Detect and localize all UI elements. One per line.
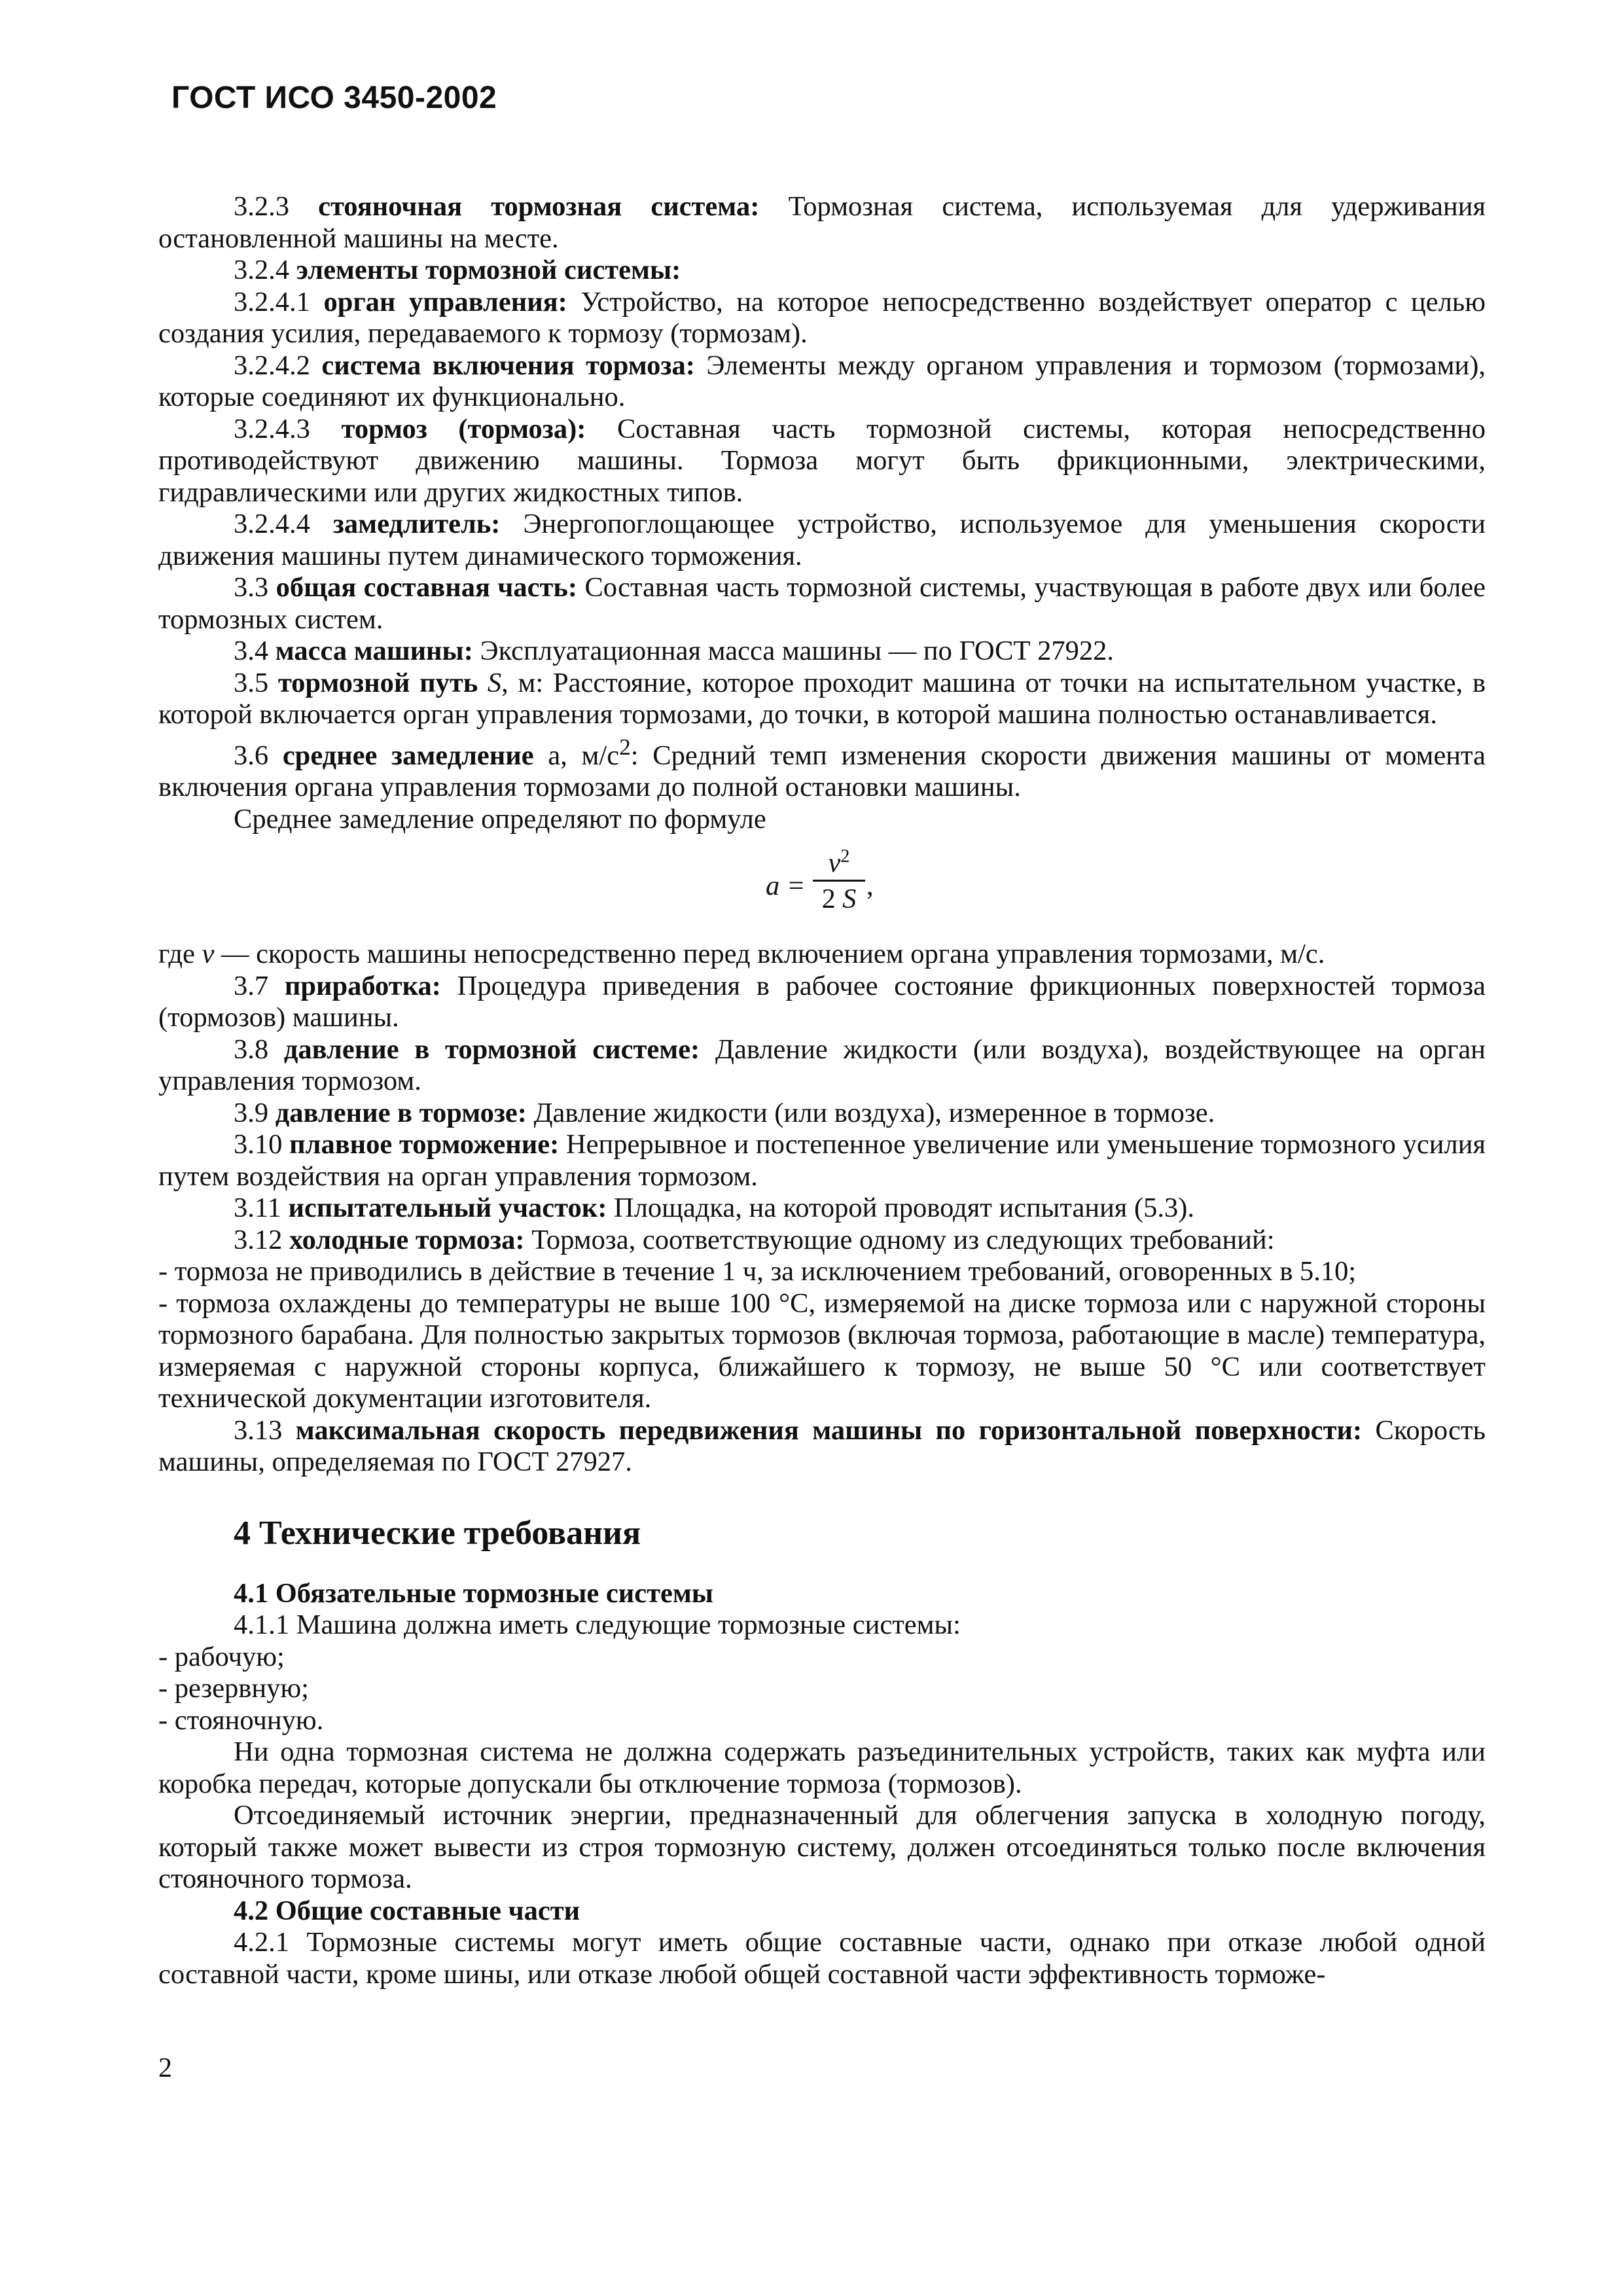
term: тормоз (тормоза): xyxy=(341,413,586,444)
where-text: — скорость машины непосредственно перед включением органа управления тормозами, м/с. xyxy=(221,939,1325,970)
list-item: - резервную; xyxy=(158,1673,309,1704)
clause-3-4 xyxy=(158,636,1486,668)
formula-intro: Среднее замедление определяют по формуле xyxy=(234,803,766,834)
colon: : xyxy=(630,740,639,771)
definition: Тормоза, соответствующие одному из следующих требований: xyxy=(531,1224,1275,1255)
clause-number: 3.8 xyxy=(234,1033,269,1065)
definition: Составная часть тормозной системы, которая непосредственно противодействуют движению машины. Тормоза могут быть фрикционными, электрическими, гидравлическими или других жидкостных типов. xyxy=(158,413,1486,508)
formula-explanation xyxy=(158,939,1486,971)
clause-3-6 xyxy=(158,731,1486,804)
clause-3-11 xyxy=(158,1193,1486,1225)
clause-number: 3.2.3 xyxy=(234,191,289,222)
formula-lhs: a = xyxy=(766,870,806,902)
term: элементы тормозной системы: xyxy=(296,255,681,285)
clause-3-2-4-2 xyxy=(158,350,1486,414)
clause-3-8 xyxy=(158,1034,1486,1098)
definition: Эксплуатационная масса машины — по ГОСТ 27922. xyxy=(480,636,1114,666)
formula-comma: , xyxy=(866,870,874,902)
term: приработка: xyxy=(284,970,441,1001)
clause-3-9 xyxy=(158,1098,1486,1130)
list-item: - стояночную. xyxy=(158,1704,324,1736)
term: холодные тормоза: xyxy=(289,1224,525,1255)
unit: а, м/с xyxy=(548,740,620,771)
term: тормозной путь xyxy=(277,667,478,698)
formula-fraction xyxy=(813,842,865,914)
clause-3-13 xyxy=(158,1415,1486,1479)
definition: Непрерывное и постепенное увеличение или уменьшение тормозного усилия путем воздействия на орган управления тормозом. xyxy=(158,1129,1486,1192)
paragraph: Отсоединяемый источник энергии, предназначенный для облегчения запуска в холодную погоду, который также может вывести из строя тормозную систему, должен отсоединяться только после включения стояночного тормоза. xyxy=(158,1800,1486,1895)
definition: Процедура приведения в рабочее состояние фрикционных поверхностей тормоза (тормозов) машины. xyxy=(158,970,1486,1033)
clause-number: 3.2.4 xyxy=(234,255,289,285)
clause-3-3 xyxy=(158,572,1486,636)
term: плавное торможение: xyxy=(289,1129,560,1160)
term: орган управления: xyxy=(323,286,567,317)
clause-3-12 xyxy=(158,1225,1486,1257)
document-body xyxy=(158,191,1486,1990)
clause-3-2-4-3 xyxy=(158,414,1486,509)
definition: Элементы между органом управления и тормозом (тормозами), которые соединяют их функционально. xyxy=(158,350,1486,412)
term: общая составная часть: xyxy=(276,572,577,603)
definition: Площадка, на которой проводят испытания (5.3). xyxy=(614,1193,1195,1224)
clause-4-2-1: 4.2.1 Тормозные системы могут иметь общие составные части, однако при отказе любой одной составной части, кроме шины, или отказе любой общей составной части эффективность торможе- xyxy=(158,1927,1486,1990)
clause-number: 3.5 xyxy=(234,667,269,698)
clause-number: 3.11 xyxy=(234,1193,281,1224)
fraction-bar xyxy=(813,880,865,882)
clause-3-2-4-1 xyxy=(158,287,1486,350)
paragraph: Ни одна тормозная система не должна содержать разъединительных устройств, таких как муфта или коробка передач, которые допускали бы отключение тормоза (тормозов). xyxy=(158,1736,1486,1799)
numerator-symbol: v xyxy=(828,848,841,879)
definition: Тормозная система, используемая для удерживания остановленной машины на месте. xyxy=(158,191,1486,254)
clause-3-2-4 xyxy=(158,255,1486,287)
clause-number: 3.10 xyxy=(234,1129,283,1160)
clause-3-2-3 xyxy=(158,191,1486,255)
document-header: ГОСТ ИСО 3450-2002 xyxy=(171,81,497,115)
formula-denominator xyxy=(813,884,865,914)
clause-number: 3.6 xyxy=(234,740,269,771)
term: система включения тормоза: xyxy=(321,350,695,381)
term: давление в тормозе: xyxy=(275,1097,527,1128)
definition: Составная часть тормозной системы, участвующая в работе двух или более тормозных систем. xyxy=(158,572,1486,635)
denominator-symbol: S xyxy=(842,884,857,915)
clause-3-7 xyxy=(158,971,1486,1034)
clause-number: 3.9 xyxy=(234,1097,269,1128)
clause-number: 3.7 xyxy=(234,970,269,1001)
denominator-coefficient: 2 xyxy=(821,884,836,915)
clause-3-2-4-4 xyxy=(158,509,1486,572)
symbol: S xyxy=(487,667,502,698)
list-item: - тормоза не приводились в действие в течение 1 ч, за исключением требований, оговоренных в 5.10; xyxy=(158,1256,1357,1287)
clause-4-1-1: 4.1.1 Машина должна иметь следующие тормозные системы: xyxy=(234,1609,961,1641)
definition: Расстояние, которое проходит машина от точки на испытательном участке, в которой включается орган управления тормозами, до точки, в которой машина полностью останавливается. xyxy=(158,667,1486,730)
clause-3-5 xyxy=(158,668,1486,731)
clause-number: 3.3 xyxy=(234,572,269,603)
where-prefix: где xyxy=(158,939,195,970)
section-heading: 4 Технические требования xyxy=(234,1514,641,1552)
clause-number: 3.13 xyxy=(234,1414,283,1446)
term: среднее замедление xyxy=(282,740,534,771)
term: максимальная скорость передвижения машины по горизонтальной поверхности: xyxy=(295,1414,1363,1446)
unit-exponent: 2 xyxy=(619,733,631,760)
formula xyxy=(158,839,1486,931)
subsection-heading: 4.2 Общие составные части xyxy=(234,1895,580,1926)
term: замедлитель: xyxy=(332,509,501,539)
term: масса машины: xyxy=(275,636,473,666)
clause-number: 3.2.4.2 xyxy=(234,350,310,381)
term: стояночная тормозная система: xyxy=(318,191,760,222)
formula-numerator xyxy=(813,842,865,878)
definition: Устройство, на которое непосредственно воздействует оператор с целью создания усилия, передаваемого к тормозу (тормозам). xyxy=(158,286,1486,349)
clause-number: 3.2.4.3 xyxy=(234,413,310,444)
symbol: v xyxy=(202,939,215,970)
term: давление в тормозной системе: xyxy=(283,1033,700,1065)
clause-number: 3.12 xyxy=(234,1224,283,1255)
definition: Энергопоглощающее устройство, используемое для уменьшения скорости движения машины путем динамического торможения. xyxy=(158,509,1486,571)
numerator-exponent: 2 xyxy=(840,846,850,867)
unit: , м: xyxy=(501,667,544,698)
definition: Давление жидкости (или воздуха), измеренное в тормозе. xyxy=(533,1097,1215,1128)
clause-number: 3.4 xyxy=(234,636,269,666)
clause-number: 3.2.4.4 xyxy=(234,509,310,539)
definition: Средний темп изменения скорости движения машины от момента включения органа управления тормозами до полной остановки машины. xyxy=(158,740,1486,803)
definition: Давление жидкости (или воздуха), воздействующее на орган управления тормозом. xyxy=(158,1033,1486,1097)
subsection-heading: 4.1 Обязательные тормозные системы xyxy=(234,1577,713,1609)
list-item: - рабочую; xyxy=(158,1641,285,1672)
clause-3-10 xyxy=(158,1129,1486,1193)
definition: Скорость машины, определяемая по ГОСТ 27927. xyxy=(158,1414,1486,1478)
clause-number: 3.2.4.1 xyxy=(234,286,310,317)
page-number: 2 xyxy=(158,2053,172,2083)
term: испытательный участок: xyxy=(288,1193,607,1224)
list-item: - тормоза охлаждены до температуры не выше 100 °С, измеряемой на диске тормоза или с наружной стороны тормозного барабана. Для полностью закрытых тормозов (включая тормоза, работающие в масле) температура, измеряемая с наружной стороны корпуса, ближайшего к тормозу, не выше 50 °С или соответствует технической документации изготовителя. xyxy=(158,1287,1486,1414)
